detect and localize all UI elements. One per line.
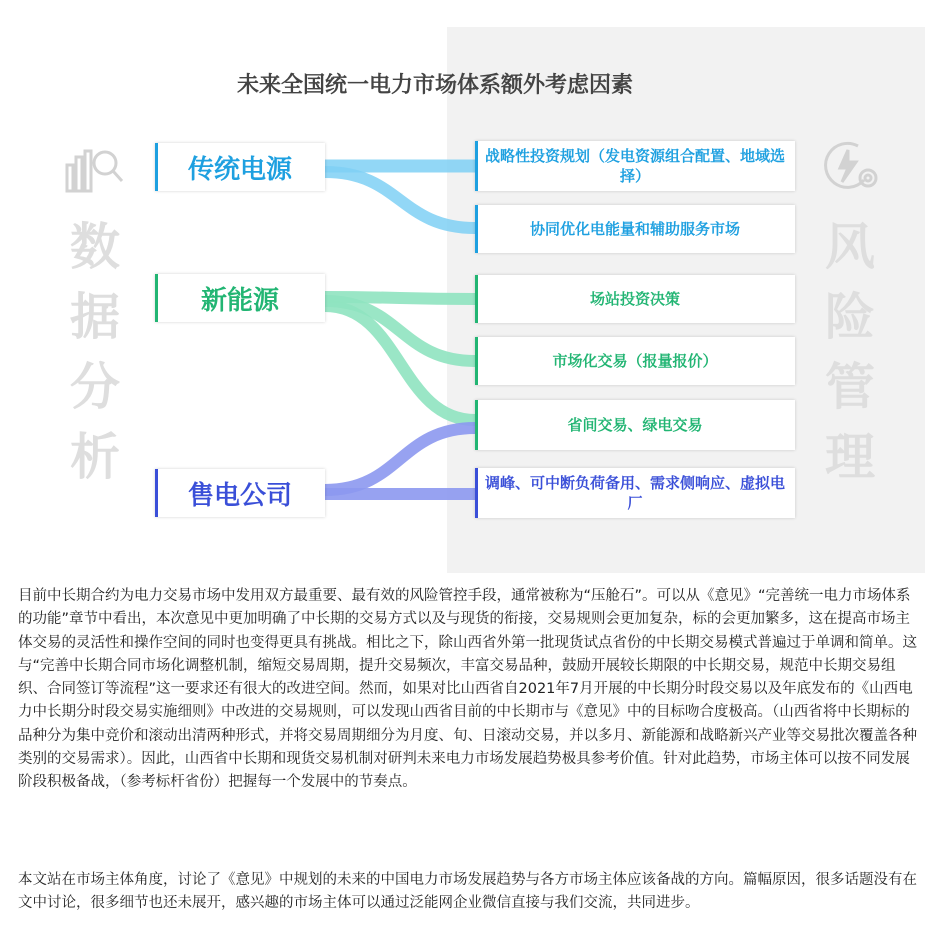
side-right-char: 管 — [825, 358, 875, 416]
node-label: 市场化交易（报量报价） — [552, 352, 718, 370]
link-retail-interprovincial — [325, 428, 475, 490]
side-text-left — [65, 212, 125, 492]
side-text-right — [820, 212, 880, 492]
node-label: 场站投资决策 — [589, 290, 680, 308]
right-node-strategic-investment — [475, 141, 795, 191]
right-node-interprovincial — [475, 400, 795, 450]
right-node-station-investment — [475, 275, 795, 323]
node-label: 新能源 — [200, 285, 279, 316]
side-left-char: 据 — [70, 288, 120, 346]
lightning-gear-icon — [818, 138, 882, 194]
article-paragraph-1: 目前中长期合约为电力交易市场中发用双方最重要、最有效的风险管控手段，通常被称为“压舱石”。可以从《意见》“完善统一电力市场体系的功能”章节中看出，本次意见中更加明确了中长期的交易方式以及与现货的衔接，交易规则会更加复杂，标的会更加繁多，这在提高市场主体交易的灵活性和操作空间的同时也变得更具有挑战。相比之下，除山西省外第一批现货试点省份的中长期交易模式普遍过于单调和简单。这与“完善中长期合同市场化调整机制，缩短交易周期，提升交易频次，丰富交易品种，鼓励开展较长期限的中长期交易，规范中长期交易组织、合同签订等流程”这一要求还有很大的改进空间。然而，如果对比山西省自2021年7月开展的中长期分时段交易以及年底发布的《山西电力中长期分时段交易实施细则》中改进的交易规则，可以发现山西省目前的中长期市与《意见》中的目标吻合度极高。（山西省将中长期标的品种分为集中竞价和滚动出清两种形式，并将交易周期细分为月度、旬、日滚动交易，并以多月、新能源和战略新兴产业等交易批次覆盖各种类别的交易需求）。因此，山西省中长期和现货交易机制对研判未来电力市场发展趋势极具参考价值。针对此趋势，市场主体可以按不同发展阶段积极备战，（参考标杆省份）把握每一个发展中的节奏点。 — [18, 588, 917, 791]
side-left-char: 析 — [70, 428, 120, 486]
side-left-char: 数 — [70, 218, 120, 276]
left-node-new-energy — [155, 274, 325, 322]
figure-title: 未来全国统一电力市场体系额外考虑因素 — [236, 73, 633, 98]
side-right-char: 险 — [825, 288, 875, 346]
side-right-char: 风 — [825, 218, 875, 276]
node-label: 省间交易、绿电交易 — [567, 416, 703, 434]
chart-magnifier-icon — [65, 145, 125, 195]
right-node-market-trading — [475, 337, 795, 385]
side-left-char: 分 — [70, 358, 120, 416]
side-right-char: 理 — [825, 428, 875, 486]
node-label: 调峰、可中断负荷备用、需求侧响应、虚拟电厂 — [484, 474, 785, 512]
node-label: 战略性投资规划（发电资源组合配置、地域选择） — [484, 147, 785, 185]
link-traditional-ancillary — [325, 172, 475, 228]
node-label: 传统电源 — [187, 154, 292, 185]
right-node-ancillary-market — [475, 205, 795, 253]
node-label: 协同优化电能量和辅助服务市场 — [529, 220, 740, 238]
node-label: 售电公司 — [187, 480, 292, 511]
left-node-traditional — [155, 143, 325, 191]
left-node-retail — [155, 469, 325, 517]
article-paragraph-2: 本文站在市场主体角度，讨论了《意见》中规划的未来的中国电力市场发展趋势与各方市场主体应该备战的方向。篇幅原因，很多话题没有在文中讨论，很多细节也还未展开，感兴趣的市场主体可以通过泛能网企业微信直接与我们交流，共同进步。 — [18, 872, 917, 912]
right-node-peaking-vpp — [475, 468, 795, 518]
